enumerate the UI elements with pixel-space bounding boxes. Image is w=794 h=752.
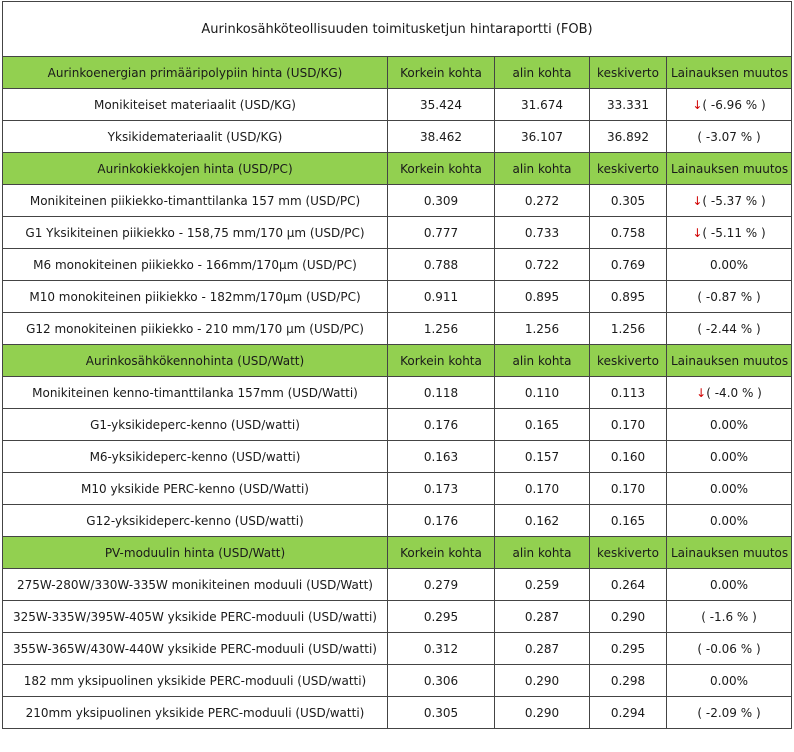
average-price: 0.290: [590, 601, 667, 633]
section-title: PV-moduulin hinta (USD/Watt): [3, 537, 388, 569]
product-name: G1-yksikideperc-kenno (USD/watti): [3, 409, 388, 441]
product-name: Monikiteinen kenno-timanttilanka 157mm (USD/Watti): [3, 377, 388, 409]
price-change-value: 0.00%: [709, 257, 749, 272]
table-row: [3, 377, 792, 409]
price-change-cell: [667, 89, 792, 121]
highest-price: 0.279: [388, 569, 495, 601]
product-name: Monikiteinen piikiekko-timanttilanka 157 mm (USD/PC): [3, 185, 388, 217]
price-change-cell: [667, 121, 792, 153]
product-name: M10 monokiteinen piikiekko - 182mm/170μm (USD/PC): [3, 281, 388, 313]
product-name: Yksikidemateriaalit (USD/KG): [3, 121, 388, 153]
price-change-cell: [667, 473, 792, 505]
section-title: Aurinkoenergian primääripolypiin hinta (USD/KG): [3, 57, 388, 89]
price-change-cell: [667, 409, 792, 441]
header-highest: Korkein kohta: [388, 537, 495, 569]
average-price: 0.264: [590, 569, 667, 601]
header-lowest: alin kohta: [495, 537, 590, 569]
price-change-value: 0.00%: [709, 513, 749, 528]
highest-price: 0.176: [388, 409, 495, 441]
table-row: [3, 569, 792, 601]
product-name: M6 monokiteinen piikiekko - 166mm/170μm (USD/PC): [3, 249, 388, 281]
highest-price: 0.305: [388, 697, 495, 729]
table-row: [3, 633, 792, 665]
product-name: 275W-280W/330W-335W monikiteinen moduuli (USD/Watt): [3, 569, 388, 601]
price-change-cell: [667, 377, 792, 409]
product-name: G12 monokiteinen piikiekko - 210 mm/170 μm (USD/PC): [3, 313, 388, 345]
table-row: [3, 473, 792, 505]
lowest-price: 0.895: [495, 281, 590, 313]
price-change-value: ( -4.0 % ): [706, 385, 762, 400]
price-change-cell: [667, 601, 792, 633]
product-name: M6-yksikideperc-kenno (USD/watti): [3, 441, 388, 473]
price-change-cell: [667, 313, 792, 345]
table-row: [3, 409, 792, 441]
product-name: 182 mm yksipuolinen yksikide PERC-moduuli (USD/watti): [3, 665, 388, 697]
table-row: [3, 249, 792, 281]
lowest-price: 1.256: [495, 313, 590, 345]
price-change-cell: [667, 633, 792, 665]
table-row: [3, 441, 792, 473]
header-average: keskiverto: [590, 57, 667, 89]
highest-price: 0.777: [388, 217, 495, 249]
average-price: 0.305: [590, 185, 667, 217]
average-price: 0.758: [590, 217, 667, 249]
price-change-value: 0.00%: [709, 577, 749, 592]
average-price: 0.769: [590, 249, 667, 281]
table-row: [3, 89, 792, 121]
down-arrow-icon: ↓: [692, 193, 703, 208]
table-row: [3, 601, 792, 633]
price-change-cell: [667, 665, 792, 697]
header-change: Lainauksen muutos: [667, 345, 792, 377]
price-change-cell: [667, 217, 792, 249]
product-name: 325W-335W/395W-405W yksikide PERC-moduuli (USD/watti): [3, 601, 388, 633]
table-row: [3, 217, 792, 249]
table-row: [3, 505, 792, 537]
price-change-cell: [667, 697, 792, 729]
average-price: 0.895: [590, 281, 667, 313]
price-change-cell: [667, 185, 792, 217]
lowest-price: 0.162: [495, 505, 590, 537]
highest-price: 0.306: [388, 665, 495, 697]
average-price: 33.331: [590, 89, 667, 121]
table-row: [3, 313, 792, 345]
average-price: 0.294: [590, 697, 667, 729]
down-arrow-icon: ↓: [696, 385, 707, 400]
average-price: 1.256: [590, 313, 667, 345]
lowest-price: 0.157: [495, 441, 590, 473]
highest-price: 0.911: [388, 281, 495, 313]
highest-price: 0.788: [388, 249, 495, 281]
price-change-value: ( -5.37 % ): [702, 193, 766, 208]
table-row: [3, 281, 792, 313]
table-row: [3, 665, 792, 697]
price-change-cell: [667, 441, 792, 473]
price-change-cell: [667, 569, 792, 601]
average-price: 0.160: [590, 441, 667, 473]
header-highest: Korkein kohta: [388, 345, 495, 377]
highest-price: 0.309: [388, 185, 495, 217]
price-change-value: ( -1.6 % ): [701, 609, 757, 624]
highest-price: 0.118: [388, 377, 495, 409]
header-highest: Korkein kohta: [388, 153, 495, 185]
highest-price: 0.163: [388, 441, 495, 473]
product-name: Monikiteiset materiaalit (USD/KG): [3, 89, 388, 121]
table-row: [3, 697, 792, 729]
lowest-price: 0.290: [495, 697, 590, 729]
price-change-value: ( -3.07 % ): [697, 129, 761, 144]
average-price: 0.170: [590, 473, 667, 505]
product-name: G12-yksikideperc-kenno (USD/watti): [3, 505, 388, 537]
report-title: Aurinkosähköteollisuuden toimitusketjun hintaraportti (FOB): [3, 2, 792, 57]
average-price: 36.892: [590, 121, 667, 153]
header-average: keskiverto: [590, 345, 667, 377]
lowest-price: 0.733: [495, 217, 590, 249]
product-name: M10 yksikide PERC-kenno (USD/Watti): [3, 473, 388, 505]
price-change-value: ( -0.06 % ): [697, 641, 761, 656]
average-price: 0.165: [590, 505, 667, 537]
table-row: [3, 121, 792, 153]
price-change-value: ( -0.87 % ): [697, 289, 761, 304]
lowest-price: 0.272: [495, 185, 590, 217]
header-change: Lainauksen muutos: [667, 57, 792, 89]
highest-price: 0.312: [388, 633, 495, 665]
average-price: 0.113: [590, 377, 667, 409]
header-change: Lainauksen muutos: [667, 537, 792, 569]
average-price: 0.295: [590, 633, 667, 665]
section-header-row: [3, 345, 792, 377]
section-header-row: [3, 537, 792, 569]
lowest-price: 0.287: [495, 601, 590, 633]
lowest-price: 36.107: [495, 121, 590, 153]
down-arrow-icon: ↓: [692, 225, 703, 240]
price-change-value: 0.00%: [709, 417, 749, 432]
price-change-value: ( -6.96 % ): [702, 97, 766, 112]
header-lowest: alin kohta: [495, 345, 590, 377]
price-change-value: 0.00%: [709, 449, 749, 464]
highest-price: 0.176: [388, 505, 495, 537]
price-change-cell: [667, 249, 792, 281]
average-price: 0.298: [590, 665, 667, 697]
header-lowest: alin kohta: [495, 153, 590, 185]
lowest-price: 0.290: [495, 665, 590, 697]
product-name: 210mm yksipuolinen yksikide PERC-moduuli (USD/watti): [3, 697, 388, 729]
average-price: 0.170: [590, 409, 667, 441]
table-row: [3, 185, 792, 217]
section-header-row: [3, 57, 792, 89]
highest-price: 38.462: [388, 121, 495, 153]
lowest-price: 0.170: [495, 473, 590, 505]
header-highest: Korkein kohta: [388, 57, 495, 89]
price-report-table: [2, 1, 792, 729]
price-change-value: ( -2.44 % ): [697, 321, 761, 336]
highest-price: 35.424: [388, 89, 495, 121]
highest-price: 0.173: [388, 473, 495, 505]
lowest-price: 31.674: [495, 89, 590, 121]
lowest-price: 0.165: [495, 409, 590, 441]
lowest-price: 0.110: [495, 377, 590, 409]
price-change-cell: [667, 505, 792, 537]
section-header-row: [3, 153, 792, 185]
header-change: Lainauksen muutos: [667, 153, 792, 185]
product-name: 355W-365W/430W-440W yksikide PERC-moduuli (USD/watti): [3, 633, 388, 665]
highest-price: 1.256: [388, 313, 495, 345]
product-name: G1 Yksikiteinen piikiekko - 158,75 mm/170 μm (USD/PC): [3, 217, 388, 249]
price-change-cell: [667, 281, 792, 313]
header-lowest: alin kohta: [495, 57, 590, 89]
down-arrow-icon: ↓: [692, 97, 703, 112]
lowest-price: 0.259: [495, 569, 590, 601]
lowest-price: 0.287: [495, 633, 590, 665]
price-change-value: 0.00%: [709, 481, 749, 496]
header-average: keskiverto: [590, 537, 667, 569]
price-change-value: ( -2.09 % ): [697, 705, 761, 720]
section-title: Aurinkosähkökennohinta (USD/Watt): [3, 345, 388, 377]
section-title: Aurinkokiekkojen hinta (USD/PC): [3, 153, 388, 185]
price-change-value: ( -5.11 % ): [702, 225, 766, 240]
price-change-value: 0.00%: [709, 673, 749, 688]
lowest-price: 0.722: [495, 249, 590, 281]
highest-price: 0.295: [388, 601, 495, 633]
header-average: keskiverto: [590, 153, 667, 185]
